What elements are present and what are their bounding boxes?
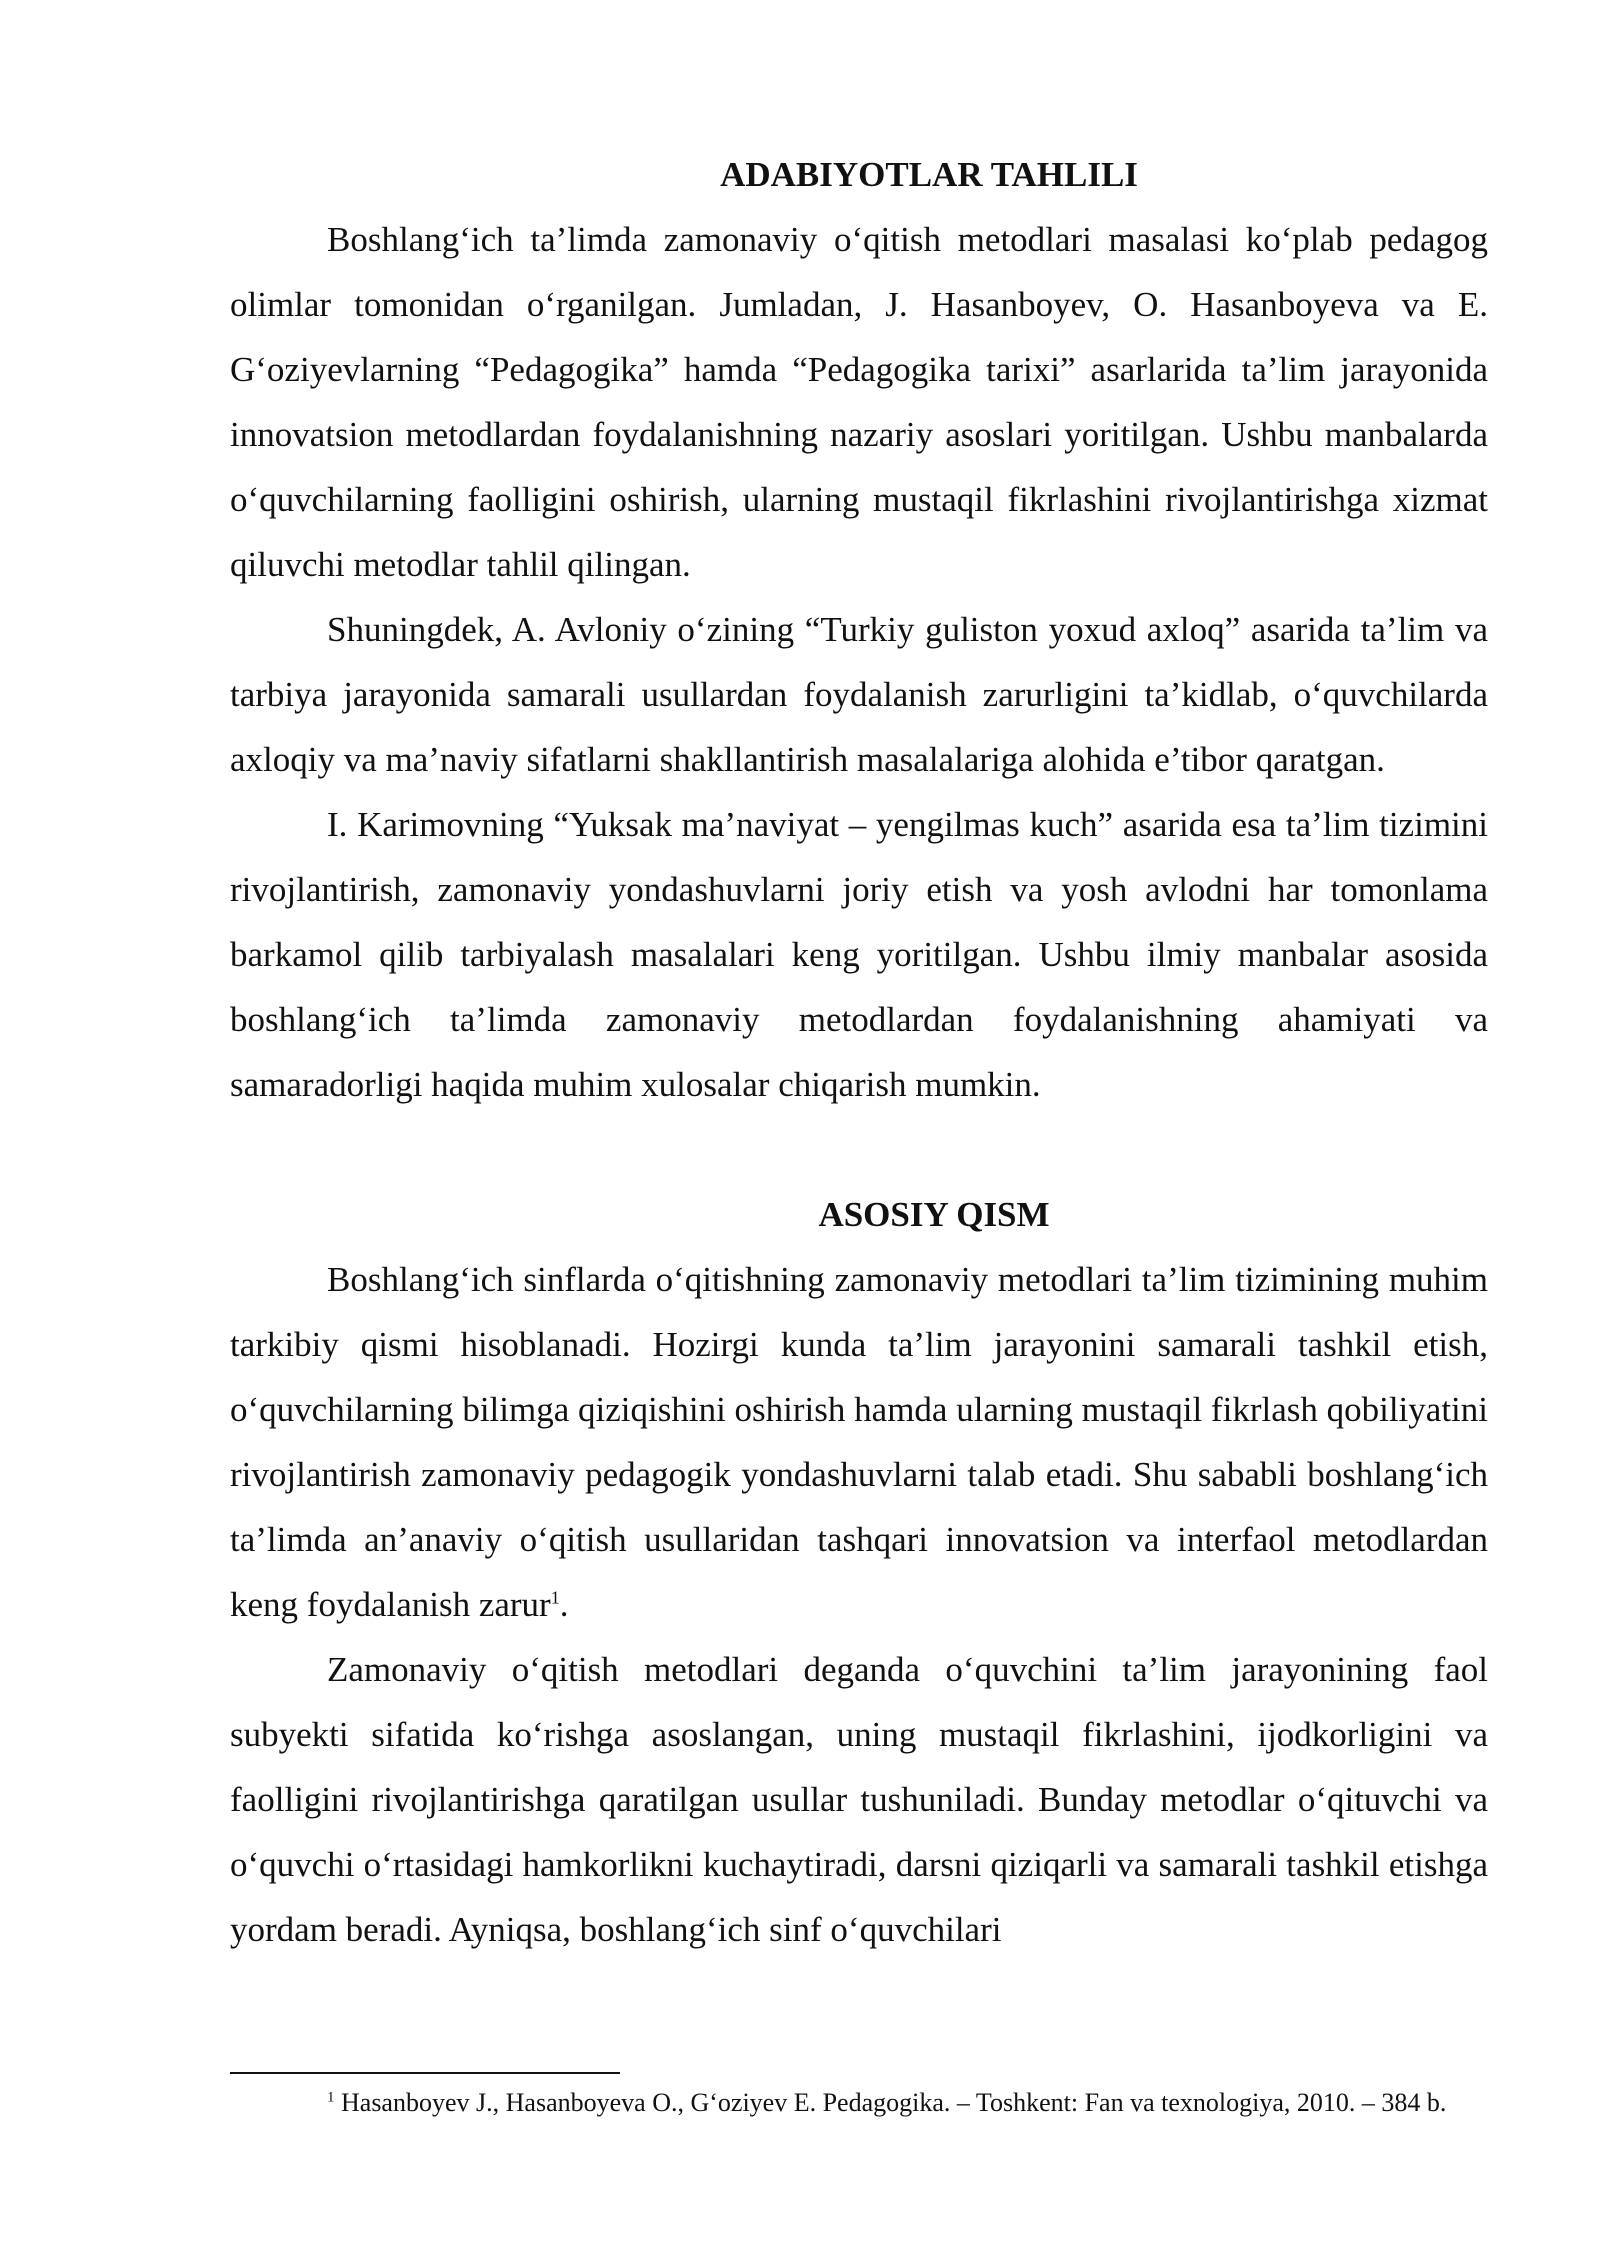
footnote-text: Hasanboyev J., Hasanboyeva O., G‘oziyev E. Pedagogika. – Toshkent: Fan va texnologiya, 2010. – 384 b. bbox=[334, 2088, 1447, 2117]
literature-review-section bbox=[230, 142, 1488, 1117]
main-part-section bbox=[230, 1182, 1488, 1962]
footnote-number: 1 bbox=[327, 2089, 335, 2106]
footnote-separator bbox=[230, 2072, 620, 2074]
paragraph-1: Boshlang‘ich ta’limda zamonaviy o‘qitish metodlari masalasi ko‘plab pedagog olimlar tomonidan o‘rganilgan. Jumladan, J. Hasanboyev, O. Hasanboyeva va E. G‘oziyevlarning “Pedagogika” hamda “Pedagogika tarixi” asarlarida ta’lim jarayonida innovatsion metodlardan foydalanishning nazariy asoslari yoritilgan. Ushbu manbalarda o‘quvchilarning faolligini oshirish, ularning mustaqil fikrlashini rivojlantirishga xizmat qiluvchi metodlar tahlil qilingan. bbox=[230, 220, 1488, 584]
paragraph-5: Zamonaviy o‘qitish metodlari deganda o‘quvchini ta’lim jarayonining faol subyekti sifatida ko‘rishga asoslangan, uning mustaqil fikrlashini, ijodkorligini va faolligini rivojlantirishga qaratilgan usullar tushuniladi. Bunday metodlar o‘qituvchi va o‘quvchi o‘rtasidagi hamkorlikni kuchaytiradi, darsni qiziqarli va samarali tashkil etishga yordam beradi. Ayniqsa, boshlang‘ich sinf o‘quvchilari bbox=[230, 1650, 1488, 1949]
paragraph-3: I. Karimovning “Yuksak ma’naviyat – yengilmas kuch” asarida esa ta’lim tizimini rivojlantirish, zamonaviy yondashuvlarni joriy etish va yosh avlodni har tomonlama barkamol qilib tarbiyalash masalalari keng yoritilgan. Ushbu ilmiy manbalar asosida boshlang‘ich ta’limda zamonaviy metodlardan foydalanishning ahamiyati va samaradorligi haqida muhim xulosalar chiqarish mumkin. bbox=[230, 805, 1488, 1104]
footnote bbox=[230, 2086, 1488, 2120]
footnote-reference: 1 bbox=[550, 1587, 560, 1608]
paragraph-4 bbox=[230, 1247, 1488, 1637]
paragraph-4-text: Boshlang‘ich sinflarda o‘qitishning zamonaviy metodlari ta’lim tizimining muhim tarkibiy qismi hisoblanadi. Hozirgi kunda ta’lim jarayonini samarali tashkil etish, o‘quvchilarning bilimga qiziqishini oshirish hamda ularning mustaqil fikrlash qobiliyatini rivojlantirish zamonaviy pedagogik yondashuvlarni talab etadi. Shu sababli boshlang‘ich ta’limda an’anaviy o‘qitish usullaridan tashqari innovatsion va interfaol metodlardan keng foydalanish zarur bbox=[230, 1260, 1488, 1624]
paragraph-4-end: . bbox=[559, 1585, 569, 1624]
section-heading-main-part: ASOSIY QISM bbox=[818, 1195, 1050, 1234]
section-heading-literature-review: ADABIYOTLAR TAHLILI bbox=[720, 155, 1138, 194]
paragraph-2: Shuningdek, A. Avloniy o‘zining “Turkiy guliston yoxud axloq” asarida ta’lim va tarbiya jarayonida samarali usullardan foydalanish zarurligini ta’kidlab, o‘quvchilarda axloqiy va ma’naviy sifatlarni shakllantirish masalalariga alohida e’tibor qaratgan. bbox=[230, 610, 1488, 779]
